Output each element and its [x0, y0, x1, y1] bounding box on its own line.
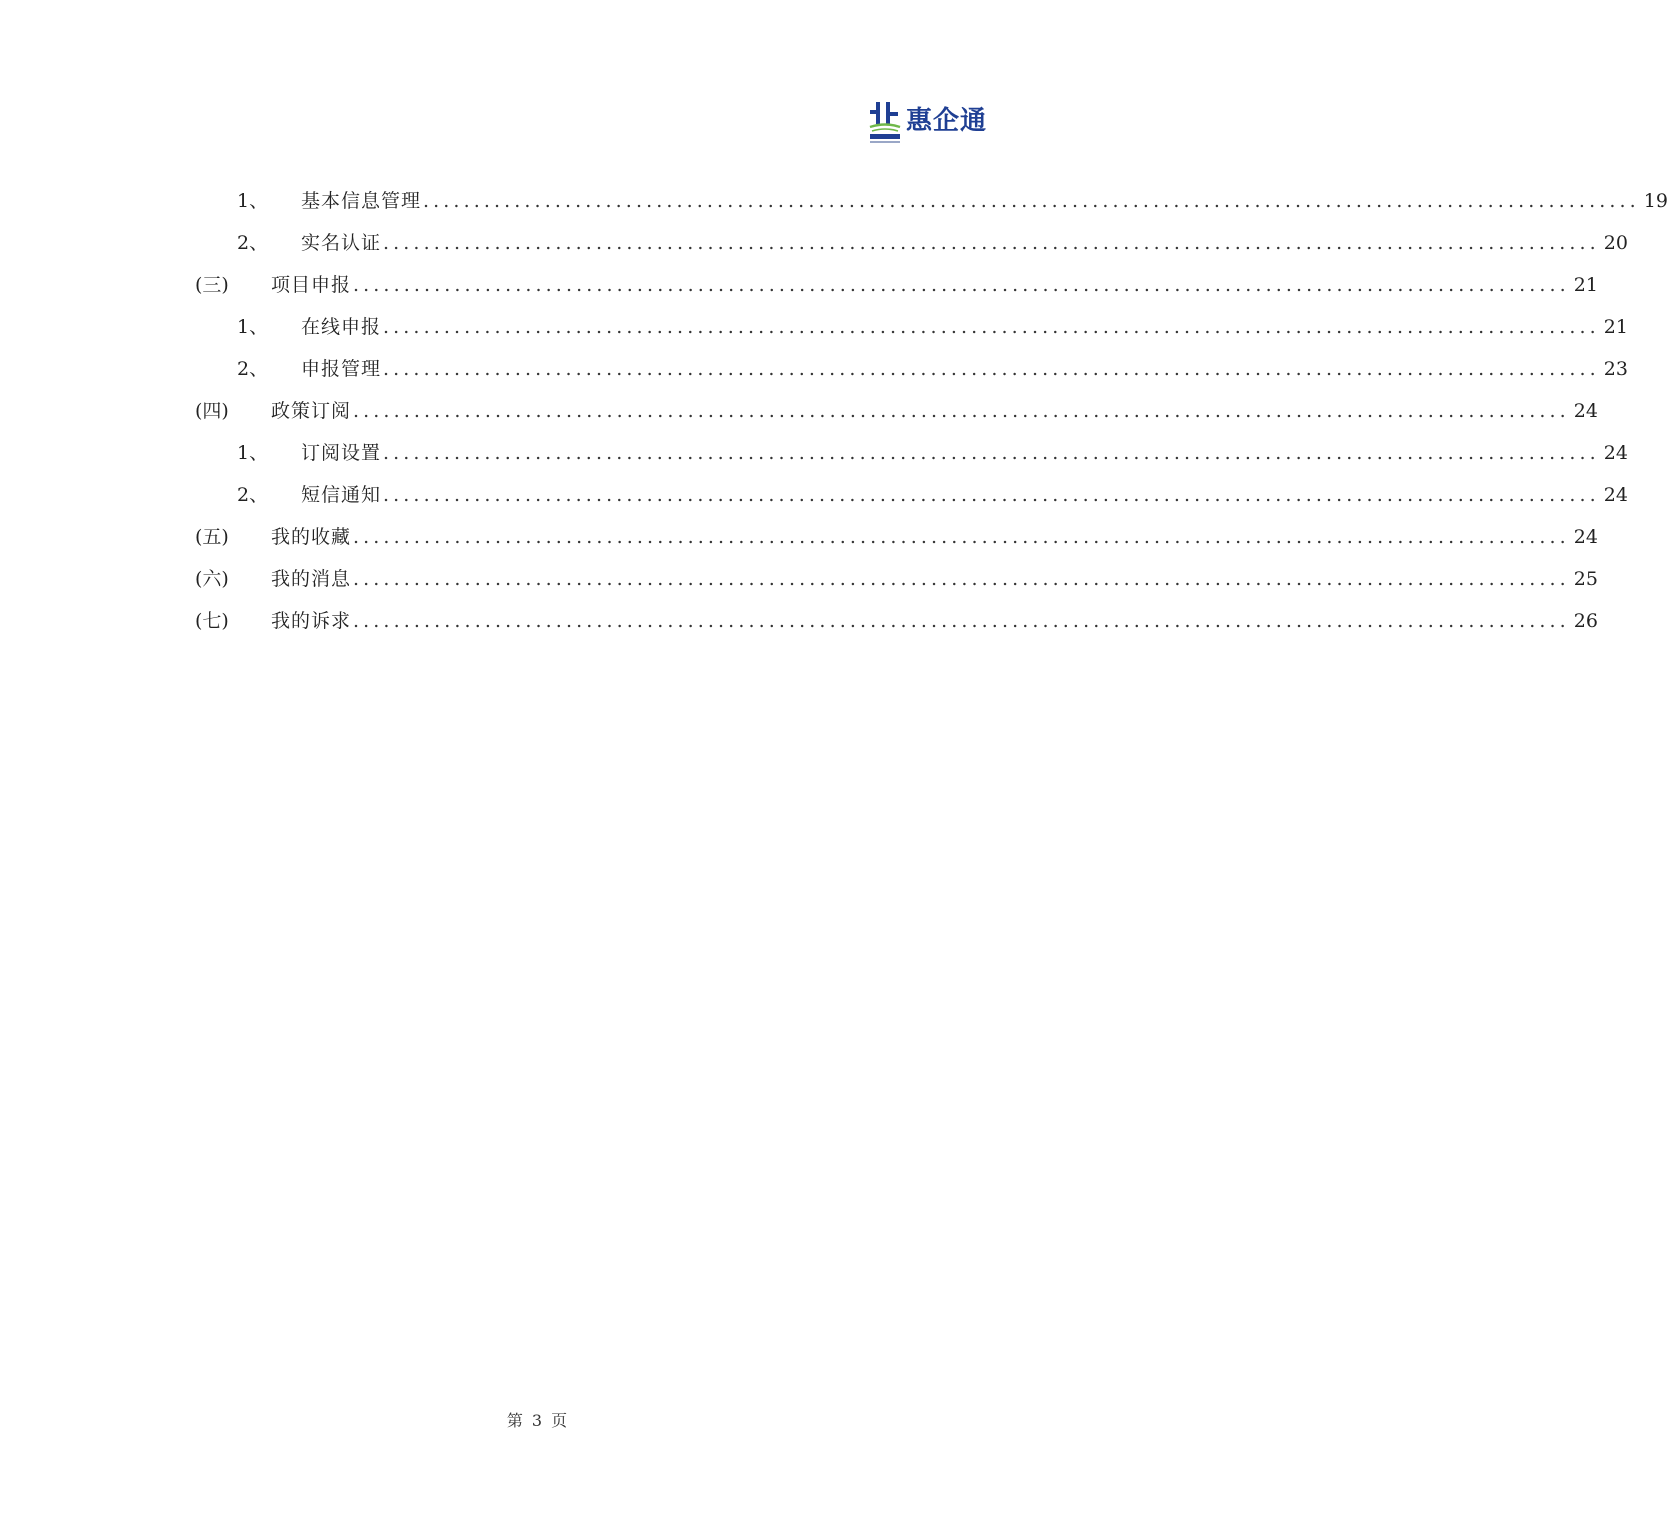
toc-leader-dots: ........................................................................................................................ — [353, 568, 1570, 590]
toc-entry-number: 1、 — [237, 190, 269, 212]
toc-entry-page: 21 — [1603, 316, 1628, 338]
toc-entry[interactable] — [195, 558, 1598, 600]
logo-mark-icon — [868, 100, 902, 146]
toc-entry-number: (七) — [195, 610, 229, 632]
toc-entry[interactable] — [195, 264, 1598, 306]
toc-entry-page: 20 — [1603, 232, 1628, 254]
toc-entry-label: 我的收藏 — [271, 526, 352, 548]
toc-entry-label: 基本信息管理 — [301, 190, 422, 212]
toc-entry-number: 1、 — [237, 316, 269, 338]
toc-entry-label: 政策订阅 — [271, 400, 352, 422]
toc-entry-label: 实名认证 — [301, 232, 382, 254]
toc-entry-page: 19 — [1643, 190, 1668, 212]
toc-leader-dots: ........................................................................................................................ — [383, 484, 1600, 506]
toc-entry[interactable] — [195, 390, 1598, 432]
toc-entry[interactable] — [195, 600, 1598, 642]
toc-entry-page: 21 — [1573, 274, 1598, 296]
toc-entry-number: 2、 — [237, 232, 269, 254]
toc-entry-number: (三) — [195, 274, 229, 296]
toc-leader-dots: ........................................................................................................................ — [353, 400, 1570, 422]
toc-entry-page: 25 — [1573, 568, 1598, 590]
toc-entry-number: (五) — [195, 526, 229, 548]
toc-entry[interactable] — [195, 516, 1598, 558]
toc-leader-dots: ........................................................................................................................ — [423, 190, 1640, 212]
toc-leader-dots: ........................................................................................................................ — [353, 610, 1570, 632]
toc-entry-number: 2、 — [237, 358, 269, 380]
toc-entry-number: 1、 — [237, 442, 269, 464]
toc-leader-dots: ........................................................................................................................ — [383, 316, 1600, 338]
toc-entry-label: 项目申报 — [271, 274, 352, 296]
toc-entry-label: 申报管理 — [301, 358, 382, 380]
toc-entry-page: 26 — [1573, 610, 1598, 632]
logo-text: 惠企通 — [906, 106, 988, 136]
toc-entry-label: 订阅设置 — [301, 442, 382, 464]
toc-entry-label: 短信通知 — [301, 484, 382, 506]
page-number-footer: 第 3 页 — [506, 1411, 568, 1430]
toc-entry-page: 23 — [1603, 358, 1628, 380]
toc-entry-page: 24 — [1603, 442, 1628, 464]
toc-entry-number: (六) — [195, 568, 229, 590]
toc-entry[interactable] — [195, 222, 1628, 264]
toc-entry-label: 在线申报 — [301, 316, 382, 338]
toc-leader-dots: ........................................................................................................................ — [353, 274, 1570, 296]
brand-logo — [868, 100, 998, 148]
toc-entry-number: (四) — [195, 400, 229, 422]
toc-entry-label: 我的诉求 — [271, 610, 352, 632]
toc-entry-page: 24 — [1573, 526, 1598, 548]
toc-entry[interactable] — [195, 348, 1628, 390]
toc-leader-dots: ........................................................................................................................ — [383, 232, 1600, 254]
toc-entry-label: 我的消息 — [271, 568, 352, 590]
toc-leader-dots: ........................................................................................................................ — [353, 526, 1570, 548]
toc-entry[interactable] — [195, 306, 1628, 348]
toc-entry[interactable] — [195, 432, 1628, 474]
toc-entry-number: 2、 — [237, 484, 269, 506]
toc-leader-dots: ........................................................................................................................ — [383, 442, 1600, 464]
toc-entry-page: 24 — [1573, 400, 1598, 422]
toc-leader-dots: ........................................................................................................................ — [383, 358, 1600, 380]
toc-entry-page: 24 — [1603, 484, 1628, 506]
table-of-contents — [195, 180, 1668, 642]
toc-entry[interactable] — [195, 180, 1668, 222]
toc-entry[interactable] — [195, 474, 1628, 516]
